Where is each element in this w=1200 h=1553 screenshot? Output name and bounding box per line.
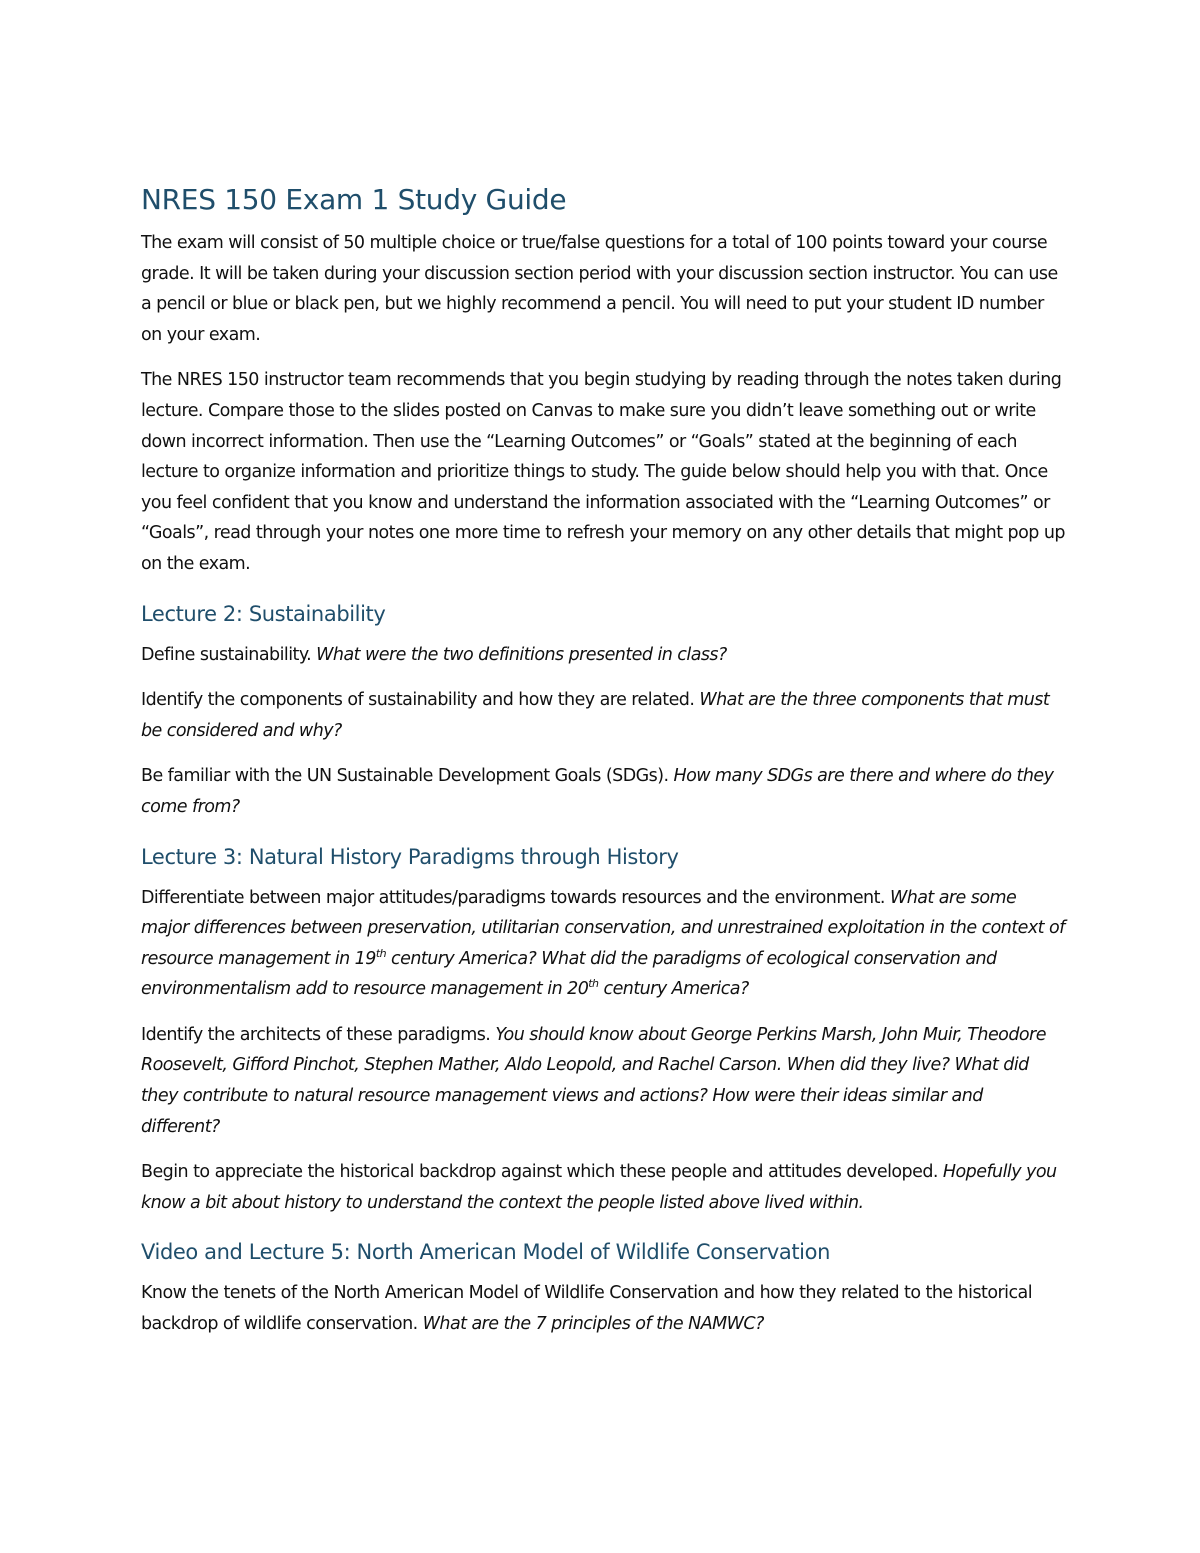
item-text: Know the tenets of the North American Model of Wildlife Conservation and how they related to the historical backdrop of wildlife conservation. [141,1283,1033,1335]
question-part: century America? What did the paradigms of ecological conservation and environmentalism add to resource management in 20 [141,948,997,1000]
intro-paragraph-2: The NRES 150 instructor team recommends that you begin studying by reading through the notes taken during lecture. Compare those to the slides posted on Canvas to make sure you didn’t leave something out or write down incorrect information. Then use the “Learning Outcomes” or “Goals” stated at the beginning of each lecture to organize information and prioritize things to study. The guide below should help you with that. Once you feel confident that you know and understand the information associated with the “Learning Outcomes” or “Goals”, read through your notes one more time to refresh your memory on any other details that might pop up on the exam. [141,370,1065,574]
item-text: Identify the components of sustainability and how they are related. [141,690,700,711]
section-item [141,1278,1066,1339]
section-item [141,761,1066,822]
item-question: What are the 7 principles of the NAMWC? [422,1314,764,1335]
ordinal-suffix: th [375,946,387,960]
section-item [141,685,1066,746]
section-item [141,640,1066,671]
item-text: Differentiate between major attitudes/paradigms towards resources and the environment. [141,887,890,908]
section-item [141,883,1066,1005]
question-part: What are some major differences between preservation, utilitarian conservation, and unrestrained exploitation in the context of resource management in 19 [141,887,1065,969]
ordinal-suffix: th [588,977,599,991]
item-question: How many SDGs are there and where do they come from? [141,766,1054,817]
section-heading-sustainability: Lecture 2: Sustainability [141,601,386,626]
item-question: What were the two definitions presented in class? [316,644,727,665]
item-question: You should know about George Perkins Marsh, John Muir, Theodore Roosevelt, Gifford Pinchot, Stephen Mather, Aldo Leopold, and Rachel Carson. When did they live? What did they contribute to natural resource management views and actions? How were their ideas similar and different? [141,1024,1046,1137]
item-question: What are the three components that must be considered and why? [141,690,1050,741]
section-item [141,1157,1066,1218]
intro-paragraph-1: The exam will consist of 50 multiple choice or true/false questions for a total of 100 points toward your course grade. It will be taken during your discussion section period with your discussion section instructor. You can use a pencil or blue or black pen, but we highly recommend a pencil. You will need to put your student ID number on your exam. [141,233,1058,345]
item-text: Begin to appreciate the historical backdrop against which these people and attitudes developed. [141,1162,943,1183]
section-item [141,1020,1066,1142]
page-title: NRES 150 Exam 1 Study Guide [141,183,567,216]
item-question: Hopefully you know a bit about history to understand the context the people listed above lived within. [141,1162,1057,1213]
item-text: Identify the architects of these paradigms. [141,1024,496,1045]
section-heading-namwc: Video and Lecture 5: North American Model of Wildlife Conservation [141,1240,830,1265]
section-heading-natural-history: Lecture 3: Natural History Paradigms through History [141,844,679,869]
item-text: Be familiar with the UN Sustainable Development Goals (SDGs). [141,766,674,787]
document-content [141,180,1066,1355]
item-text: Define sustainability. [141,644,317,665]
question-part: century America? [598,979,749,1000]
